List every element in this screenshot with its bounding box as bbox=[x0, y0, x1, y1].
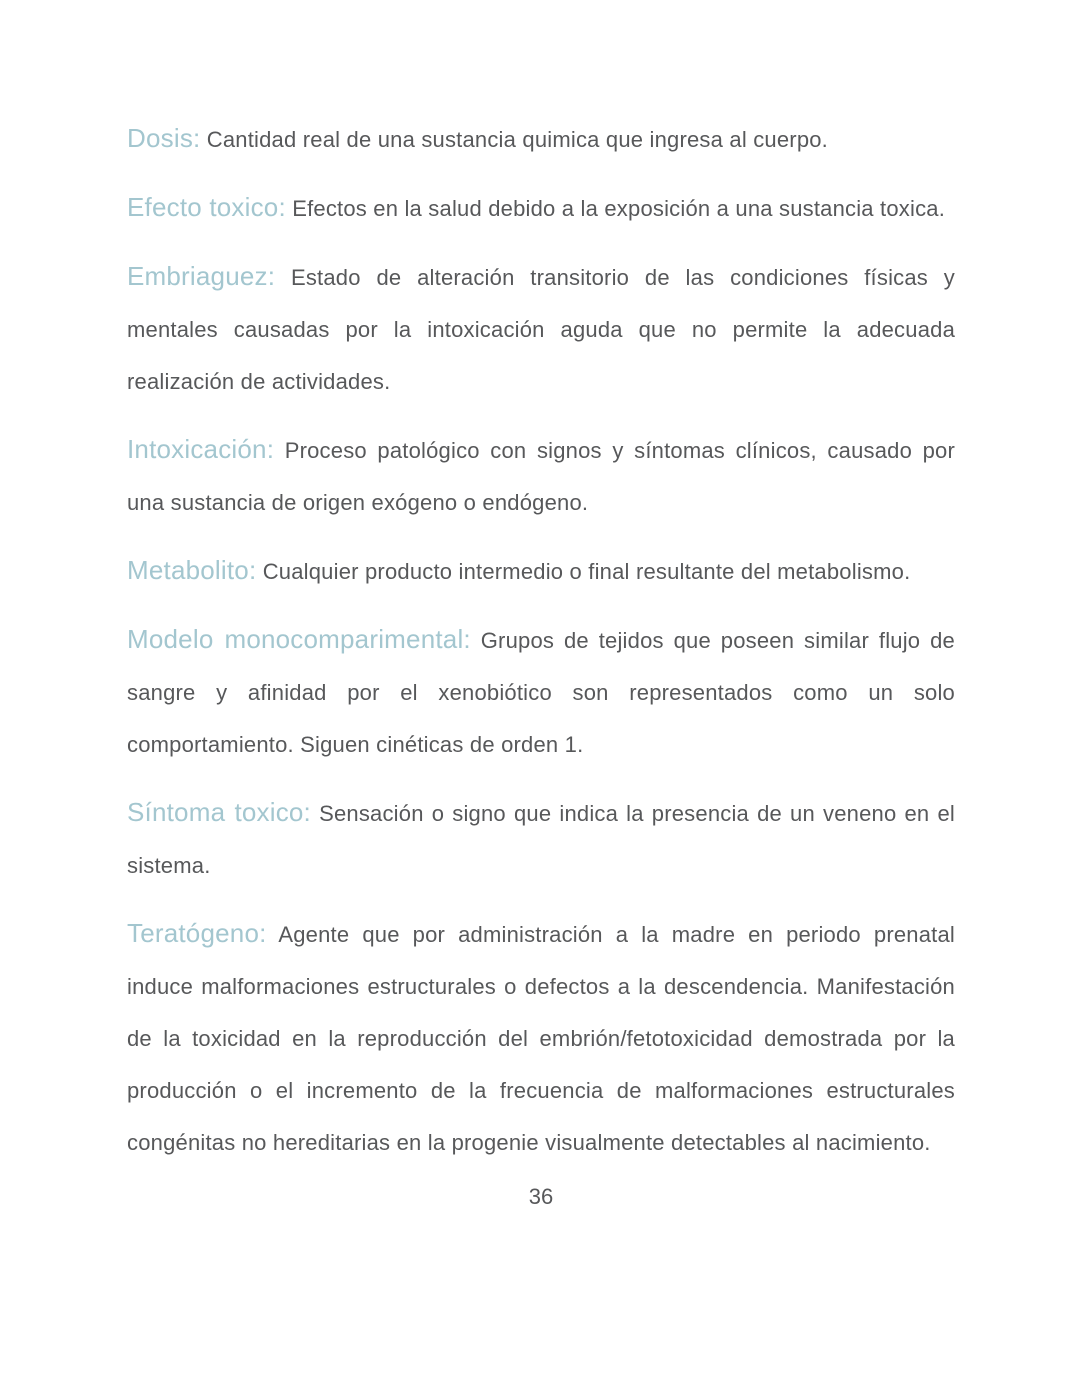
glossary-entry-metabolito bbox=[127, 544, 955, 598]
term-label: Dosis: bbox=[127, 123, 201, 153]
glossary-entry-modelo-monocomparimental bbox=[127, 613, 955, 771]
glossary-entry-sintoma-toxico bbox=[127, 786, 955, 892]
definition-text: Cualquier producto intermedio o final resultante del metabolismo. bbox=[262, 559, 911, 584]
glossary-entry-efecto-toxico bbox=[127, 181, 955, 235]
term-label: Efecto toxico: bbox=[127, 192, 286, 222]
definition-text: Cantidad real de una sustancia quimica que ingresa al cuerpo. bbox=[206, 127, 828, 152]
term-label: Embriaguez: bbox=[127, 261, 276, 291]
term-label: Metabolito: bbox=[127, 555, 257, 585]
glossary-entry-dosis bbox=[127, 112, 955, 166]
term-label: Intoxicación: bbox=[127, 434, 275, 464]
term-label: Teratógeno: bbox=[127, 918, 267, 948]
definition-text: Proceso patológico con signos y síntomas clínicos, causado por una sustancia de origen exógeno o endógeno. bbox=[127, 438, 955, 515]
glossary-entry-embriaguez bbox=[127, 250, 955, 408]
term-label: Modelo monocomparimental: bbox=[127, 624, 471, 654]
definition-text: Grupos de tejidos que poseen similar flujo de sangre y afinidad por el xenobiótico son representados como un solo comportamiento. Siguen cinéticas de orden 1. bbox=[127, 628, 955, 757]
definition-text: Efectos en la salud debido a la exposición a una sustancia toxica. bbox=[292, 196, 946, 221]
glossary-entry-intoxicacion bbox=[127, 423, 955, 529]
glossary-entry-teratogeno bbox=[127, 907, 955, 1169]
definition-text: Agente que por administración a la madre en periodo prenatal induce malformaciones estructurales o defectos a la descendencia. Manifestación de la toxicidad en la reproducción del embrión/fetotoxicidad demostrada por la producción o el incremento de la frecuencia de malformaciones estructurales congénitas no hereditarias en la progenie visualmente detectables al nacimiento. bbox=[127, 922, 955, 1155]
term-label: Síntoma toxico: bbox=[127, 797, 311, 827]
page-number: 36 bbox=[528, 1184, 554, 1209]
definition-text: Estado de alteración transitorio de las condiciones físicas y mentales causadas por la intoxicación aguda que no permite la adecuada realización de actividades. bbox=[127, 265, 955, 394]
definition-text: Sensación o signo que indica la presencia de un veneno en el sistema. bbox=[127, 801, 955, 878]
